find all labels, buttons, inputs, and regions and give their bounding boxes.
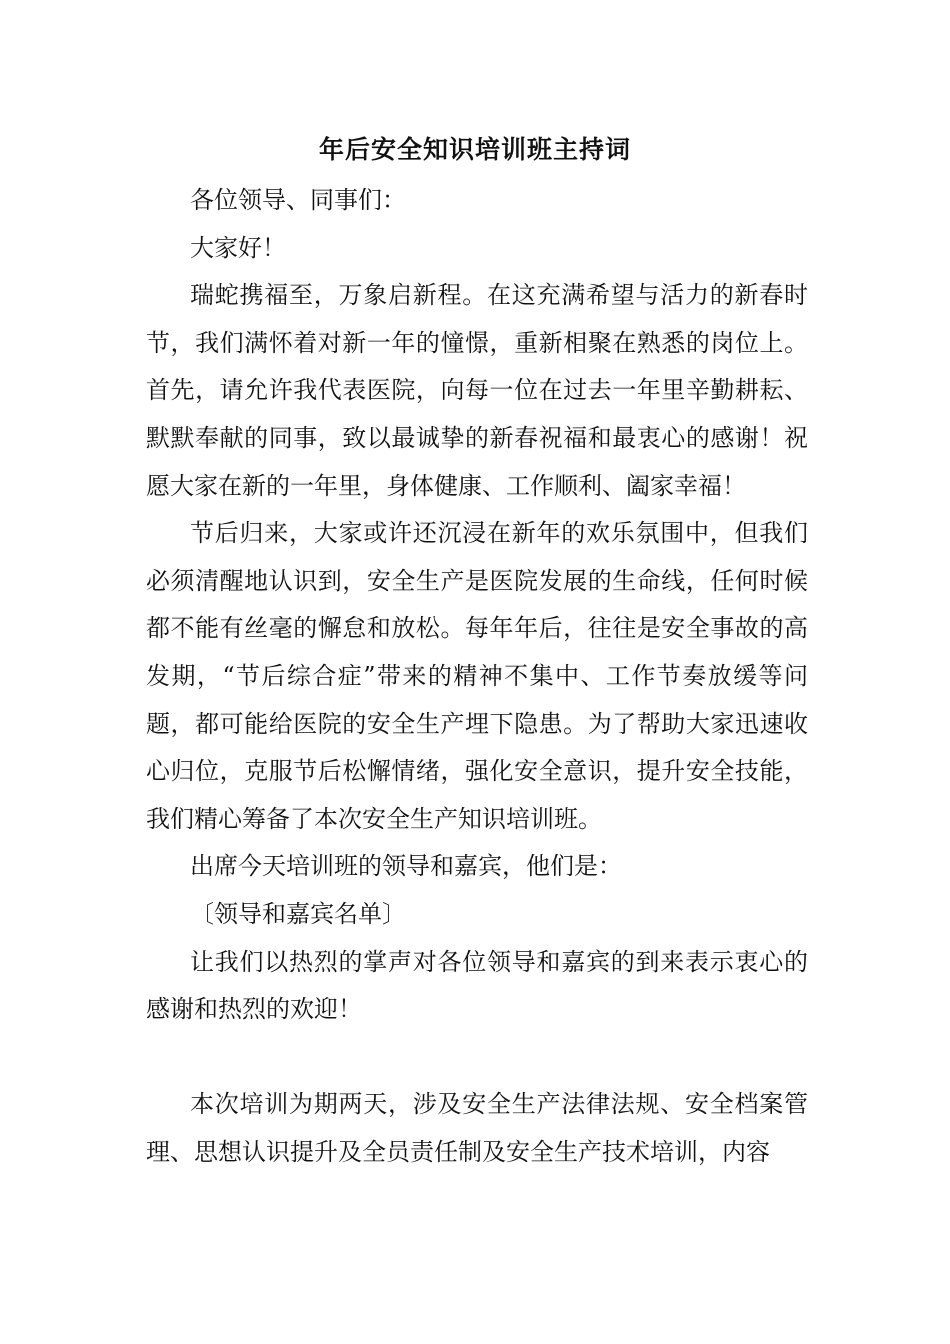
paragraph-training-content: 本次培训为期两天，涉及安全生产法律法规、安全档案管理、思想认识提升及全员责任制及安全生产技术培训，内容: [146, 1090, 808, 1166]
paragraph-safety-importance: 节后归来，大家或许还沉浸在新年的欢乐氛围中，但我们必须清醒地认识到，安全生产是医院发展的生命线，任何时候都不能有丝毫的懈怠和放松。每年年后，往往是安全事故的高发期，“节后综合症”带来的精神不集中、工作节奏放缓等问题，都可能给医院的安全生产埋下隐患。为了帮助大家迅速收心归位，克服节后松懈情绪，强化安全意识，提升安全技能，我们精心筹备了本次安全生产知识培训班。: [146, 519, 808, 833]
paragraph-welcome: 让我们以热烈的掌声对各位领导和嘉宾的到来表示衷心的感谢和热烈的欢迎！: [146, 947, 808, 1024]
paragraph-guest-list: 〔领导和嘉宾名单〕: [190, 899, 406, 928]
paragraph-guests-intro: 出席今天培训班的领导和嘉宾，他们是：: [190, 852, 622, 881]
document-title: 年后安全知识培训班主持词: [318, 135, 631, 164]
paragraph-greeting: 大家好！: [190, 233, 286, 262]
paragraph-salutation: 各位领导、同事们：: [190, 186, 406, 214]
blank-line: [146, 1034, 808, 1082]
paragraph-new-year-blessing: 瑞蛇携福至，万象启新程。在这充满希望与活力的新春时节，我们满怀着对新一年的憧憬，重新相聚在熟悉的岗位上。首先，请允许我代表医院，向每一位在过去一年里辛勤耕耘、默默奉献的同事，致以最诚挚的新春祝福和最衷心的感谢！祝愿大家在新的一年里，身体健康、工作顺利、阖家幸福！: [146, 281, 808, 500]
document-body: [146, 177, 808, 1176]
